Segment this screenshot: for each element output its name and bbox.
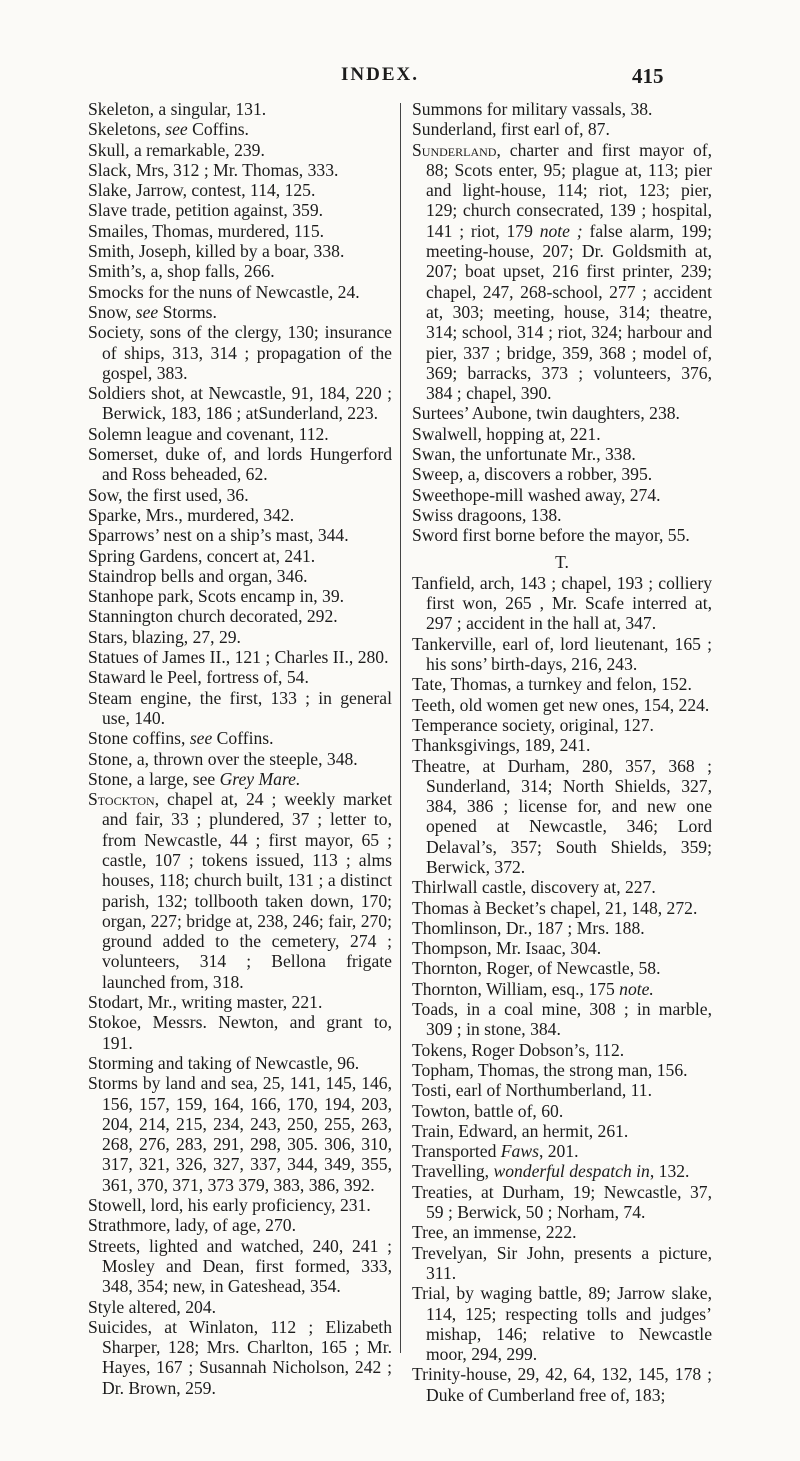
index-entry: Sweep, a, discovers a robber, 395. <box>412 464 653 485</box>
index-entry: Suicides, at Winlaton, 112 ; Elizabeth Sharper, 128; Mrs. Charlton, 165 ; Mr. Hayes, 167 ; Susannah Nicholson, 242 ; Dr. Brown, 259. <box>88 1316 392 1398</box>
index-entry: Thornton, William, esq., 175 note. <box>412 978 654 999</box>
index-entry: Train, Edward, an hermit, 261. <box>412 1120 629 1141</box>
running-title: INDEX. <box>341 64 419 85</box>
index-entry: Thirlwall castle, discovery at, 227. <box>412 877 656 898</box>
index-entry: Slave trade, petition against, 359. <box>88 200 324 221</box>
index-entry: Strathmore, lady, of age, 270. <box>88 1215 296 1236</box>
index-entry: Stannington church decorated, 292. <box>88 606 338 627</box>
index-entry: Tree, an immense, 222. <box>412 1222 577 1243</box>
index-entry: Trinity-house, 29, 42, 64, 132, 145, 178 ; Duke of Cumberland free of, 183; <box>412 1364 712 1405</box>
index-entry: Sword first borne before the mayor, 55. <box>412 525 690 546</box>
index-entry: Spring Gardens, concert at, 241. <box>88 545 316 566</box>
index-entry: Storming and taking of Newcastle, 96. <box>88 1052 360 1073</box>
index-entry: Trevelyan, Sir John, presents a picture, 311. <box>412 1242 712 1283</box>
index-column-right <box>412 99 712 1405</box>
index-entry: Snow, see Storms. <box>88 301 217 322</box>
index-section-t <box>412 573 712 1405</box>
index-entry: Smailes, Thomas, murdered, 115. <box>88 220 325 241</box>
index-entry: Swiss dragoons, 138. <box>412 504 562 525</box>
index-entry: Thanksgivings, 189, 241. <box>412 735 591 756</box>
index-entry: Streets, lighted and watched, 240, 241 ; Mosley and Dean, first formed, 333, 348, 354; new, in Gateshead, 354. <box>88 1235 392 1297</box>
index-entry: Topham, Thomas, the strong man, 156. <box>412 1059 688 1080</box>
page-header <box>0 64 800 94</box>
index-entry: Swalwell, hopping at, 221. <box>412 423 601 444</box>
index-entry: Tosti, earl of Northumberland, 11. <box>412 1080 652 1101</box>
index-entry: Soldiers shot, at Newcastle, 91, 184, 220 ; Berwick, 183, 186 ; atSunderland, 223. <box>88 383 392 424</box>
index-entry: Staward le Peel, fortress of, 54. <box>88 667 309 688</box>
index-entry: Thornton, Roger, of Newcastle, 58. <box>412 958 661 979</box>
section-letter-t: T. <box>555 551 569 572</box>
index-entry: Steam engine, the first, 133 ; in general use, 140. <box>88 687 392 728</box>
index-entry: Tanfield, arch, 143 ; chapel, 193 ; colliery first won, 265 , Mr. Scafe interred at, 297 ; accident in the hall at, 347. <box>412 572 712 634</box>
index-entry: Sparrows’ nest on a ship’s mast, 344. <box>88 525 349 546</box>
index-entry: Tokens, Roger Dobson’s, 112. <box>412 1039 625 1060</box>
index-entry: Teeth, old women get new ones, 154, 224. <box>412 694 710 715</box>
index-entry: Surtees’ Aubone, twin daughters, 238. <box>412 403 680 424</box>
index-entry: Sunderland, first earl of, 87. <box>412 119 610 140</box>
index-entry: Slake, Jarrow, contest, 114, 125. <box>88 180 316 201</box>
index-entry: Skeletons, see Coffins. <box>88 119 249 140</box>
index-section-s-continued <box>412 99 712 546</box>
index-entry: Sweethope-mill washed away, 274. <box>412 484 661 505</box>
index-entry: Toads, in a coal mine, 308 ; in marble, 309 ; in stone, 384. <box>412 999 712 1040</box>
index-entry: Sow, the first used, 36. <box>88 484 249 505</box>
index-entry: Tankerville, earl of, lord lieutenant, 165 ; his sons’ birth-days, 216, 243. <box>412 633 712 675</box>
index-entry: Thomlinson, Dr., 187 ; Mrs. 188. <box>412 917 645 938</box>
index-entry: Swan, the unfortunate Mr., 338. <box>412 444 636 465</box>
index-entry: Statues of James II., 121 ; Charles II., 280. <box>88 647 389 668</box>
index-column-left <box>88 99 392 1398</box>
index-entry: Treaties, at Durham, 19; Newcastle, 37, 59 ; Berwick, 50 ; Norham, 74. <box>412 1181 712 1223</box>
index-entry: Stone, a large, see Grey Mare. <box>88 768 301 789</box>
index-entry: Smith’s, a, shop falls, 266. <box>88 261 275 282</box>
index-entry: Smocks for the nuns of Newcastle, 24. <box>88 281 360 302</box>
index-entry: Sparke, Mrs., murdered, 342. <box>88 504 295 525</box>
index-entry: Society, sons of the clergy, 130; insurance of ships, 313, 314 ; propagation of the gospel, 383. <box>88 322 392 383</box>
index-entry: Stanhope park, Scots encamp in, 39. <box>88 586 345 607</box>
index-entry: Trial, by waging battle, 89; Jarrow slake, 114, 125; respecting tolls and judges’ mishap, 146; relative to Newcastle moor, 294, 299. <box>412 1283 712 1365</box>
index-entry: Temperance society, original, 127. <box>412 714 654 735</box>
index-entry: Somerset, duke of, and lords Hungerford and Ross beheaded, 62. <box>88 444 392 485</box>
index-entry: Theatre, at Durham, 280, 357, 368 ; Sunderland, 314; North Shields, 327, 384, 386 ; license for, and new one opened at Newcastle, 346; Lord Delaval’s, 357; South Shields, 359; Berwick, 372. <box>412 755 712 877</box>
index-entry: Thomas à Becket’s chapel, 21, 148, 272. <box>412 897 698 918</box>
index-entry: Summons for military vassals, 38. <box>412 99 653 119</box>
index-entry: Transported Faws, 201. <box>412 1141 579 1162</box>
index-entry: Stowell, lord, his early proficiency, 231. <box>88 1195 371 1216</box>
column-divider <box>400 103 401 1353</box>
index-entry: Smith, Joseph, killed by a boar, 338. <box>88 241 345 262</box>
index-entry: Stone coffins, see Coffins. <box>88 728 274 749</box>
index-entry: Skull, a remarkable, 239. <box>88 139 265 160</box>
index-entry: Storms by land and sea, 25, 141, 145, 146, 156, 157, 159, 164, 166, 170, 194, 203, 204, 214, 215, 234, 243, 250, 255, 263, 268, 276, 283, 291, 298, 305. 306, 310, 317, 321, 326, 327, 337, 344, 349, 355, 361, 370, 371, 373 379, 383, 386, 392. <box>88 1073 392 1195</box>
index-entry: Sunderland, charter and first mayor of, 88; Scots enter, 95; plague at, 113; pier and light-house, 114; riot, 123; pier, 129; church consecrated, 139 ; hospital, 141 ; riot, 179 note ; false alarm, 199; meeting-house, 207; Dr. Goldsmith at, 207; boat upset, 216 first printer, 239; chapel, 247, 268-school, 277 ; accident at, 303; meeting, house, 314; theatre, 314; school, 314 ; riot, 324; harbour and pier, 337 ; bridge, 359, 368 ; model of, 369; barracks, 373 ; volunteers, 376, 384 ; chapel, 390. <box>412 139 712 404</box>
page-number: 415 <box>632 64 664 88</box>
index-entry: Thompson, Mr. Isaac, 304. <box>412 938 602 959</box>
index-entry: Stokoe, Messrs. Newton, and grant to, 191. <box>88 1012 392 1053</box>
index-entry: Tate, Thomas, a turnkey and felon, 152. <box>412 674 692 695</box>
index-entry: Travelling, wonderful despatch in, 132. <box>412 1161 690 1182</box>
index-entry: Slack, Mrs, 312 ; Mr. Thomas, 333. <box>88 159 339 180</box>
index-entry: Stars, blazing, 27, 29. <box>88 626 241 647</box>
index-entry: Towton, battle of, 60. <box>412 1100 564 1121</box>
index-entry: Style altered, 204. <box>88 1296 217 1317</box>
index-entry: Stodart, Mr., writing master, 221. <box>88 992 323 1013</box>
index-entry: Solemn league and covenant, 112. <box>88 423 329 444</box>
index-entry: Stone, a, thrown over the steeple, 348. <box>88 748 358 769</box>
index-entry: Skeleton, a singular, 131. <box>88 99 267 119</box>
index-entry: Stockton, chapel at, 24 ; weekly market and fair, 33 ; plundered, 37 ; letter to, from Newcastle, 44 ; first mayor, 65 ; castle, 107 ; tokens issued, 113 ; alms houses, 118; church built, 131 ; a distinct parish, 132; tollbooth taken down, 170; organ, 227; bridge at, 238, 246; fair, 270; ground added to the cemetery, 274 ; volunteers, 314 ; Bellona frigate launched from, 318. <box>88 789 392 992</box>
index-entry: Staindrop bells and organ, 346. <box>88 565 308 586</box>
